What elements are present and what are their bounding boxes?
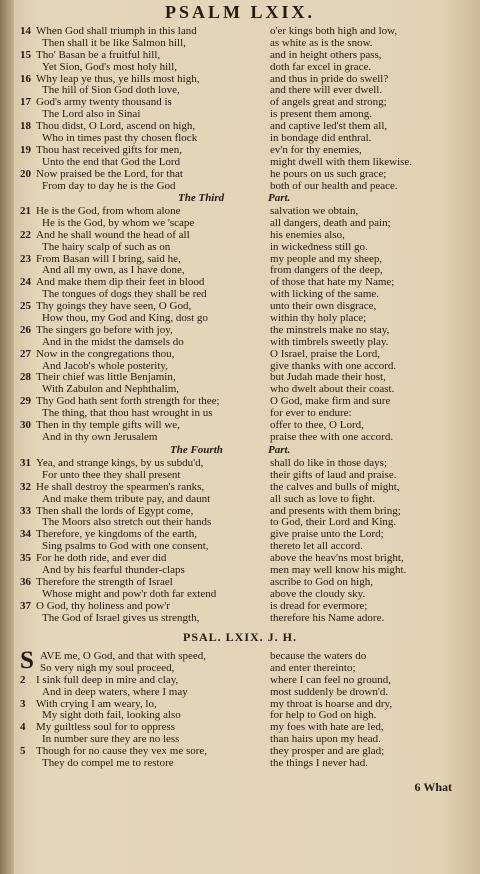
verse-left-text: I sink full deep in mire and clay, — [36, 673, 179, 686]
verse-right-text: where I can feel no ground, — [270, 673, 391, 686]
verse-right-text: therefore his Name adore. — [270, 611, 385, 624]
verse-right-text: in wickedness still go. — [270, 240, 368, 253]
verse-left-text: And in thy own Jerusalem — [42, 430, 158, 443]
verse-line — [0, 494, 480, 506]
verse-line — [0, 470, 480, 482]
verse-left-text: Unto the end that God the Lord — [42, 155, 181, 168]
verse-right-text: my people and my sheep, — [270, 252, 383, 265]
verse-left-text: God's army twenty thousand is — [36, 96, 172, 109]
verse-right-text: O Israel, praise the Lord, — [270, 347, 380, 360]
verse-line — [0, 589, 480, 601]
verse-left-text: AVE me, O God, and that with speed, — [40, 650, 206, 662]
verse-right-text: for help to God on high. — [270, 709, 377, 722]
verse-left-text: Thou didst, O Lord, ascend on high, — [36, 120, 196, 133]
verse-right-text: because the waters do — [270, 650, 367, 662]
verse-line — [0, 758, 480, 770]
verse-left-text: With Zabulon and Nephthalim, — [42, 383, 180, 396]
verse-left-text: For he doth ride, and ever did — [36, 552, 167, 565]
part-four-label-right: Part. — [268, 444, 291, 456]
verse-number: 34 — [20, 528, 31, 541]
verse-left-text: Though for no cause they vex me sore, — [36, 745, 208, 758]
verse-number: 14 — [20, 25, 31, 37]
verse-right-text: thereto let all accord. — [270, 540, 363, 553]
verse-number: 17 — [20, 96, 31, 109]
verse-right-text: of angels great and strong; — [270, 96, 387, 109]
verse-right-text: and in height others pass, — [270, 48, 382, 61]
verse-right-text: the calves and bulls of might, — [270, 480, 400, 493]
verse-left-text: And he shall wound the head of all — [36, 228, 190, 241]
verse-right-text: and presents with them bring; — [270, 504, 401, 517]
verse-left-text: Thy goings they have seen, O God, — [36, 300, 192, 313]
verse-left-text: He is the God, by whom we 'scape — [42, 216, 195, 229]
verse-right-text: shall do like in those days; — [270, 457, 388, 469]
verse-left-text: So very nigh my soul proceed, — [40, 661, 175, 674]
verse-right-text: their gifts of laud and praise. — [270, 468, 397, 481]
verse-left-text: Their chief was little Benjamin, — [36, 371, 176, 384]
verse-left-text: Why leap ye thus, ye hills most high, — [36, 72, 200, 85]
verse-left-text: And by his fearful thunder-claps — [42, 564, 185, 577]
verse-right-text: offer to thee, O Lord, — [270, 419, 364, 432]
verse-number: 23 — [20, 252, 31, 265]
verse-number: 35 — [20, 552, 31, 565]
verse-right-text: ev'n for thy enemies, — [270, 143, 362, 156]
verse-line — [0, 663, 480, 675]
verse-right-text: most suddenly be drown'd. — [270, 685, 389, 698]
verse-right-text: from dangers of the deep, — [270, 264, 383, 277]
verse-left-text: The singers go before with joy, — [36, 323, 173, 336]
verse-left-text: And in the midst the damsels do — [42, 335, 184, 348]
verse-line — [0, 601, 480, 613]
verse-number: 18 — [20, 120, 31, 133]
verse-number: 16 — [20, 72, 31, 85]
verse-right-text: and captive led'st them all, — [270, 120, 388, 133]
verse-line — [0, 169, 480, 181]
verse-left-text: Whose might and pow'r doth far extend — [42, 587, 217, 600]
verse-line — [0, 230, 480, 242]
verse-line — [0, 157, 480, 169]
verse-left-text: They do compel me to restore — [42, 757, 174, 770]
verse-number: 25 — [20, 300, 31, 313]
verse-left-text: Who in times past thy chosen flock — [42, 132, 198, 145]
verse-line — [0, 337, 480, 349]
verse-right-text: the things I never had. — [270, 757, 369, 770]
verse-left-text: Therefore, ye kingdoms of the earth, — [36, 528, 197, 541]
part-three-heading — [0, 193, 480, 205]
verse-left-text: He is the God, from whom alone — [36, 205, 181, 217]
verse-left-text: From day to day he is the God — [42, 179, 176, 192]
verse-left-text: Thy God hath sent forth strength for thee; — [36, 395, 220, 408]
verses-part-three — [0, 206, 480, 444]
verse-left-text: When God shall triumph in this land — [36, 25, 197, 37]
verse-line — [0, 218, 480, 230]
page-header: PSALM LXIX. — [164, 2, 315, 22]
verse-number: 19 — [20, 143, 31, 156]
verse-line — [0, 325, 480, 337]
verse-left-text: Now praised be the Lord, for that — [36, 167, 183, 180]
verse-right-text: they prosper and are glad; — [270, 745, 385, 758]
verse-right-text: in bondage did enthral. — [270, 132, 372, 145]
verse-line — [0, 577, 480, 589]
verse-right-text: than hairs upon my head. — [270, 733, 381, 746]
verses-second-version — [0, 647, 480, 770]
verse-left-text: And all my own, as I have done, — [42, 264, 185, 277]
verse-line — [0, 145, 480, 157]
verse-right-text: give thanks with one accord. — [270, 359, 397, 372]
verse-left-text: With crying I am weary, lo, — [36, 697, 157, 710]
verse-left-text: Yea, and strange kings, by us subdu'd, — [36, 457, 204, 469]
verse-left-text: The thing, that thou hast wrought in us — [42, 407, 213, 420]
verse-right-text: and thus in pride do swell? — [270, 72, 389, 85]
verse-line — [0, 181, 480, 193]
verse-left-text: Thou hast received gifts for men, — [36, 143, 183, 156]
verse-left-text: How thou, my God and King, dost go — [42, 312, 208, 325]
verse-right-text: all such as love to fight. — [270, 492, 376, 505]
verse-number: 37 — [20, 599, 31, 612]
verse-right-text: O God, make firm and sure — [270, 395, 391, 408]
verse-left-text: O God, thy holiness and pow'r — [36, 599, 170, 612]
verse-left-text: Tho' Basan be a fruitful hill, — [36, 48, 161, 61]
verse-number: 24 — [20, 276, 31, 289]
verse-number: 4 — [20, 721, 26, 734]
verse-left-text: Therefore the strength of Israel — [36, 575, 173, 588]
verse-left-text: In number sure they are no less — [42, 733, 180, 746]
part-three-label-left: The Third — [178, 192, 225, 204]
verse-line — [0, 613, 480, 625]
verse-left-text: Sing psalms to God with one consent, — [42, 540, 209, 553]
verse-number: 3 — [20, 697, 26, 710]
verse-right-text: but Judah made their host, — [270, 371, 386, 384]
verse-right-text: the minstrels make no stay, — [270, 323, 390, 336]
verse-right-text: might dwell with them likewise. — [270, 155, 413, 168]
verse-number: 26 — [20, 323, 31, 336]
verse-number: 27 — [20, 347, 31, 360]
verse-right-text: o'er kings both high and low, — [270, 25, 398, 37]
verse-right-text: with licking of the same. — [270, 288, 380, 301]
catchword: 6 What — [414, 780, 452, 794]
verse-line — [0, 50, 480, 62]
verse-number: 5 — [20, 745, 26, 758]
verse-line — [0, 675, 480, 687]
verse-left-text: The hairy scalp of such as on — [42, 240, 171, 253]
drop-capital: S — [20, 647, 34, 674]
verse-left-text: The God of Israel gives us strength, — [42, 611, 200, 624]
verse-left-text: Yet Sion, God's most holy hill, — [42, 60, 178, 73]
verse-left-text: He shall destroy the spearmen's ranks, — [36, 480, 205, 493]
part-four-heading — [0, 445, 480, 457]
part-four-label-left: The Fourth — [170, 444, 223, 456]
verse-number: 32 — [20, 480, 31, 493]
verse-right-text: and there will ever dwell. — [270, 84, 383, 97]
verse-right-text: all dangers, death and pain; — [270, 216, 391, 229]
verse-left-text: For unto thee they shall present — [42, 468, 181, 481]
verse-number: 21 — [20, 205, 31, 217]
verse-right-text: praise thee with one accord. — [270, 430, 394, 443]
verse-number: 28 — [20, 371, 31, 384]
verse-left-text: From Basan will I bring, said he, — [36, 252, 181, 265]
verse-number: 15 — [20, 48, 31, 61]
verse-left-text: The hill of Sion God doth love, — [42, 84, 180, 97]
verse-right-text: salvation we obtain, — [270, 205, 359, 217]
verse-right-text: as white as is the snow. — [270, 36, 373, 49]
verse-number: 29 — [20, 395, 31, 408]
verse-right-text: he pours on us such grace; — [270, 167, 387, 180]
verse-right-text: above the cloudy sky. — [270, 587, 366, 600]
verse-left-text: Then shall the lords of Egypt come, — [36, 504, 194, 517]
verse-right-text: and enter thereinto; — [270, 661, 356, 674]
verse-number: 31 — [20, 457, 31, 469]
verse-right-text: my throat is hoarse and dry, — [270, 697, 393, 710]
verse-left-text: My guiltless soul for to oppress — [36, 721, 176, 734]
verse-line — [0, 482, 480, 494]
verse-line — [0, 432, 480, 444]
verse-left-text: And Jacob's whole posterity, — [42, 359, 168, 372]
verse-number: 36 — [20, 575, 31, 588]
verse-number: 20 — [20, 167, 31, 180]
verses-part-two — [0, 26, 480, 192]
verse-right-text: is present them among. — [270, 108, 373, 121]
verse-line — [0, 242, 480, 254]
verse-number: 33 — [20, 504, 31, 517]
verse-right-text: unto their own disgrace, — [270, 300, 377, 313]
verse-right-text: his enemies also, — [270, 228, 345, 241]
verse-right-text: above the heav'ns most bright, — [270, 552, 404, 565]
verse-left-text: The Lord also in Sinai — [42, 108, 141, 121]
verse-right-text: to God, their Lord and King. — [270, 516, 397, 529]
verse-line — [0, 62, 480, 74]
verse-left-text: And make them dip their feet in blood — [36, 276, 205, 289]
verse-right-text: my foes with hate are led, — [270, 721, 384, 734]
verse-right-text: of those that hate my Name; — [270, 276, 395, 289]
verse-right-text: is dread for evermore; — [270, 599, 368, 612]
verse-right-text: men may well know his might. — [270, 564, 407, 577]
verse-left-text: The tongues of dogs they shall be red — [42, 288, 207, 301]
verse-left-text: And make them tribute pay, and daunt — [42, 492, 211, 505]
verse-number: 30 — [20, 419, 31, 432]
verse-left-text: My sight doth fail, looking also — [42, 709, 181, 722]
verse-number: 2 — [20, 673, 26, 686]
second-psalm-title: PSAL. LXIX. J. H. — [182, 630, 297, 644]
verse-left-text: Then shall it be like Salmon hill, — [42, 36, 186, 49]
verse-right-text: within thy holy place; — [270, 312, 367, 325]
verse-left-text: Now in the congregations thou, — [36, 347, 175, 360]
verse-left-text: And in deep waters, where I may — [42, 685, 188, 698]
verse-line — [0, 349, 480, 361]
verse-right-text: with timbrels sweetly play. — [270, 335, 389, 348]
verse-right-text: for ever to endure: — [270, 407, 352, 420]
verse-right-text: who dwelt about their coast. — [270, 383, 395, 396]
verse-right-text: give praise unto the Lord; — [270, 528, 384, 541]
verse-right-text: doth far excel in grace. — [270, 60, 372, 73]
verse-right-text: ascribe to God on high, — [270, 575, 373, 588]
verse-left-text: The Moors also stretch out their hands — [42, 516, 212, 529]
verse-left-text: Then in thy temple gifts will we, — [36, 419, 180, 432]
verse-right-text: both of our health and peace. — [270, 179, 398, 192]
verse-line — [0, 38, 480, 50]
verse-line — [0, 687, 480, 699]
part-three-label-right: Part. — [268, 192, 291, 204]
verse-number: 22 — [20, 228, 31, 241]
verses-part-four — [0, 458, 480, 624]
